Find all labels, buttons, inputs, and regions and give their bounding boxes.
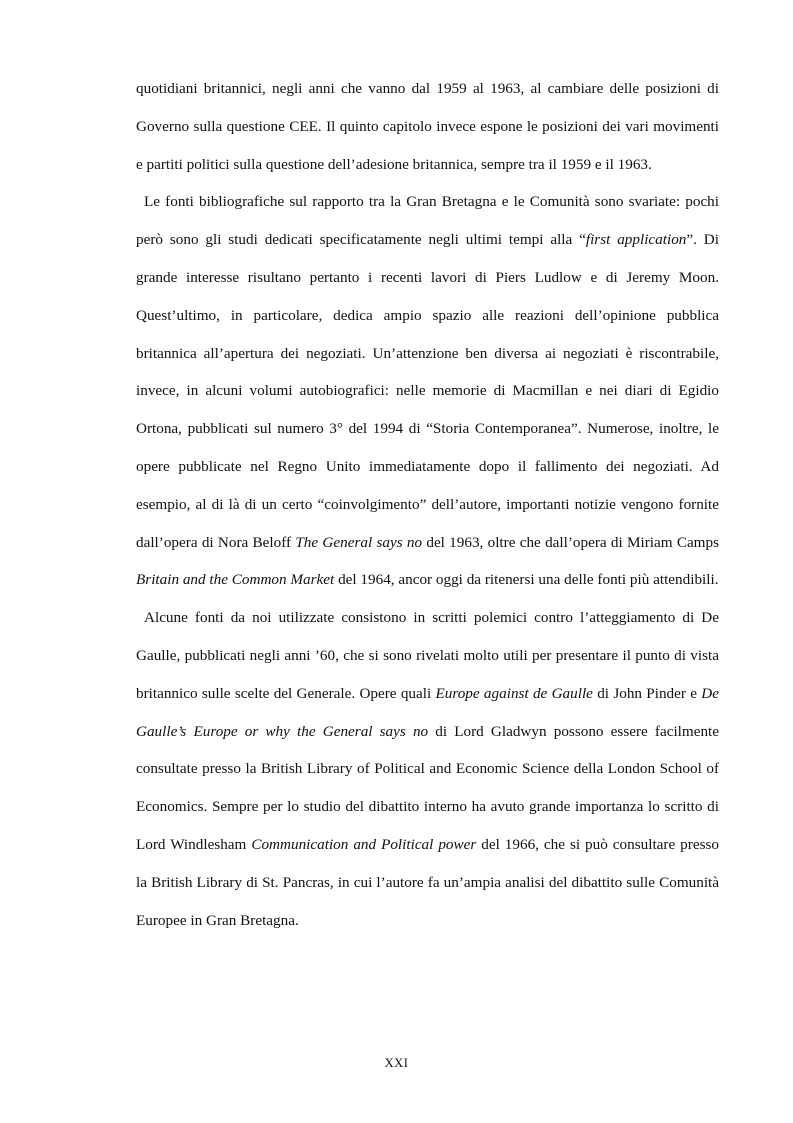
text-span: del 1963, oltre che dall’opera di Miriam Camps [422, 533, 720, 551]
text-span: Le fonti bibliografiche sul rapporto tra la Gran Bretagna e le Comunità sono svariate: pochi però sono gli studi dedicati specificatamente negli ultimi tempi alla “ [136, 193, 719, 249]
italic-title: The General says no [295, 533, 423, 551]
text-span: del 1966, che si può consultare presso la British Library di St. Pancras, in cui l’autore fa un’ampia analisi del dibattito sulle Comunità Europee in Gran Bretagna. [136, 835, 719, 929]
text-span: del 1964, ancor oggi da ritenersi una delle fonti più attendibili. [334, 571, 719, 589]
italic-title: De Gaulle’s Europe or why the General says no [136, 684, 719, 740]
text-span: di John Pinder e [592, 684, 702, 702]
italic-title: Communication and Political power [251, 835, 477, 853]
paragraph [136, 183, 719, 599]
text-span: Alcune fonti da noi utilizzate consistono in scritti polemici contro l’atteggiamento di De Gaulle, pubblicati negli anni ’60, che si sono rivelati molto utili per presentare il punto di vista britannico sulle scelte del Generale. Opere quali [136, 609, 719, 702]
text-span: quotidiani britannici, negli anni che vanno dal 1959 al 1963, al cambiare delle posizioni di Governo sulla questione CEE. Il quinto capitolo invece espone le posizioni dei vari movimenti e partiti politici sulla questione dell’adesione britannica, sempre tra il 1959 e il 1963. [136, 80, 719, 173]
paragraph [136, 70, 719, 183]
italic-title: Europe against de Gaulle [435, 684, 593, 702]
text-span: di Lord Gladwyn possono essere facilmente consultate presso la British Library of Political and Economic Science della London School of Economics. Sempre per lo studio del dibattito interno ha avuto grande importanza lo scritto di Lord Windlesham [136, 722, 719, 853]
page-number: XXI [384, 1056, 409, 1070]
text-span: ”. Di grande interesse risultano pertanto i recenti lavori di Piers Ludlow e di Jeremy Moon. Quest’ultimo, in particolare, dedica ampio spazio alle reazioni dell’opinione pubblica britannica all’apertura dei negoziati. Un’attenzione ben diversa ai negoziati è riscontrabile, invece, in alcuni volumi autobiografici: nelle memorie di Macmillan e nei diari di Egidio Ortona, pubblicati sul numero 3° del 1994 di “Storia Contemporanea”. Numerose, inoltre, le opere pubblicate nel Regno Unito immediatamente dopo il fallimento dei negoziati. Ad esempio, al di là di un certo “coinvolgimento” dell’autore, importanti notizie vengono fornite dall’opera di Nora Beloff [136, 231, 719, 551]
page-body [136, 70, 719, 939]
italic-title: first application [585, 231, 687, 249]
paragraph [136, 599, 719, 939]
italic-title: Britain and the Common Market [136, 571, 335, 589]
